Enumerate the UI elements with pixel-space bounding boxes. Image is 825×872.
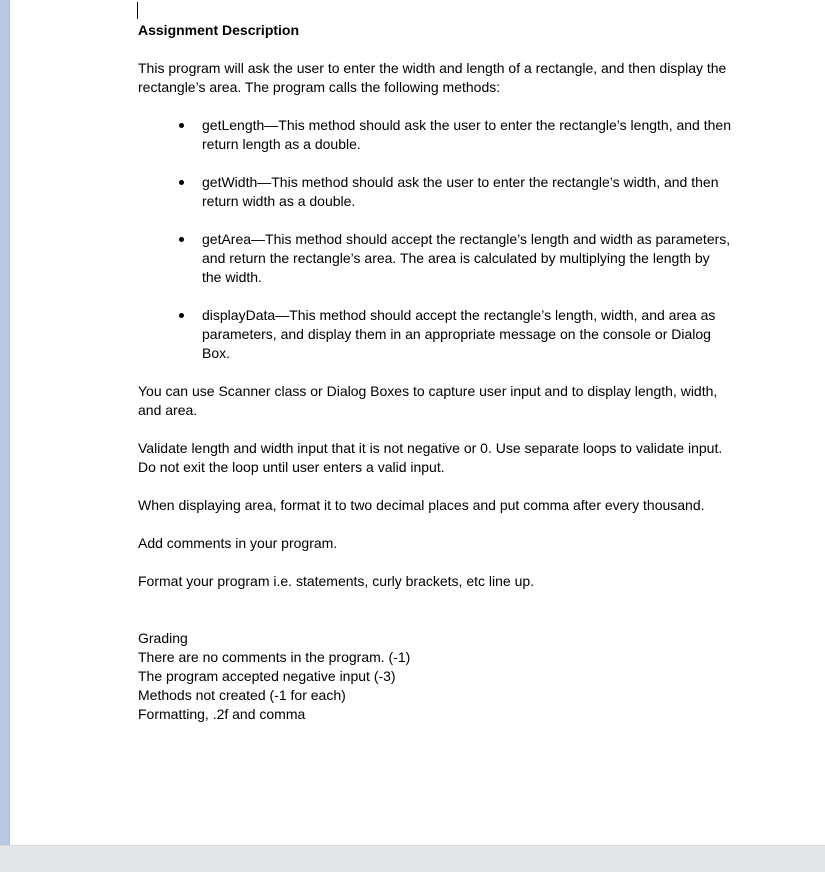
grading-title: Grading bbox=[138, 630, 188, 646]
comments-paragraph: Add comments in your program. bbox=[138, 535, 338, 551]
method-text: getArea—This method should accept the rectangle’s length and width as parameters, and return the rectangle’s area. The area is calculated by multiplying the length by the width. bbox=[202, 231, 731, 285]
assignment-heading: Assignment Description bbox=[138, 22, 300, 38]
method-text: displayData—This method should accept the rectangle’s length, width, and area as parameters, and display them in an appropriate message on the console or Dialog Box. bbox=[202, 307, 716, 361]
method-item-getlength bbox=[138, 116, 732, 154]
validation-paragraph: Validate length and width input that it is not negative or 0. Use separate loops to validate input. Do not exit the loop until user enters a valid input. bbox=[138, 440, 723, 475]
method-item-getarea bbox=[138, 230, 732, 287]
intro-paragraph: This program will ask the user to enter the width and length of a rectangle, and then display the rectangle’s area. The program calls the following methods: bbox=[138, 60, 727, 95]
method-item-displaydata bbox=[138, 306, 732, 363]
grading-item: Formatting, .2f and comma bbox=[138, 706, 306, 722]
bullet-icon bbox=[179, 123, 184, 128]
input-paragraph: You can use Scanner class or Dialog Boxes to capture user input and to display length, width, and area. bbox=[138, 383, 718, 418]
document-body[interactable] bbox=[138, 21, 731, 724]
status-bar-area bbox=[0, 845, 825, 872]
formatting-paragraph: Format your program i.e. statements, curly brackets, etc line up. bbox=[138, 573, 535, 589]
grading-item: The program accepted negative input (-3) bbox=[138, 668, 396, 684]
bullet-icon bbox=[179, 180, 184, 185]
bullet-icon bbox=[179, 313, 184, 318]
text-cursor bbox=[137, 2, 138, 19]
method-text: getWidth—This method should ask the user to enter the rectangle’s width, and then return width as a double. bbox=[202, 174, 719, 209]
document-page[interactable] bbox=[10, 0, 825, 845]
method-text: getLength—This method should ask the user to enter the rectangle’s length, and then return length as a double. bbox=[202, 117, 731, 152]
grading-item: Methods not created (-1 for each) bbox=[138, 687, 346, 703]
left-margin-rail bbox=[0, 0, 10, 845]
grading-item: There are no comments in the program. (-1) bbox=[138, 649, 411, 665]
method-item-getwidth bbox=[138, 173, 732, 211]
methods-list bbox=[138, 116, 731, 363]
bullet-icon bbox=[179, 237, 184, 242]
format-area-paragraph: When displaying area, format it to two decimal places and put comma after every thousand. bbox=[138, 497, 705, 513]
